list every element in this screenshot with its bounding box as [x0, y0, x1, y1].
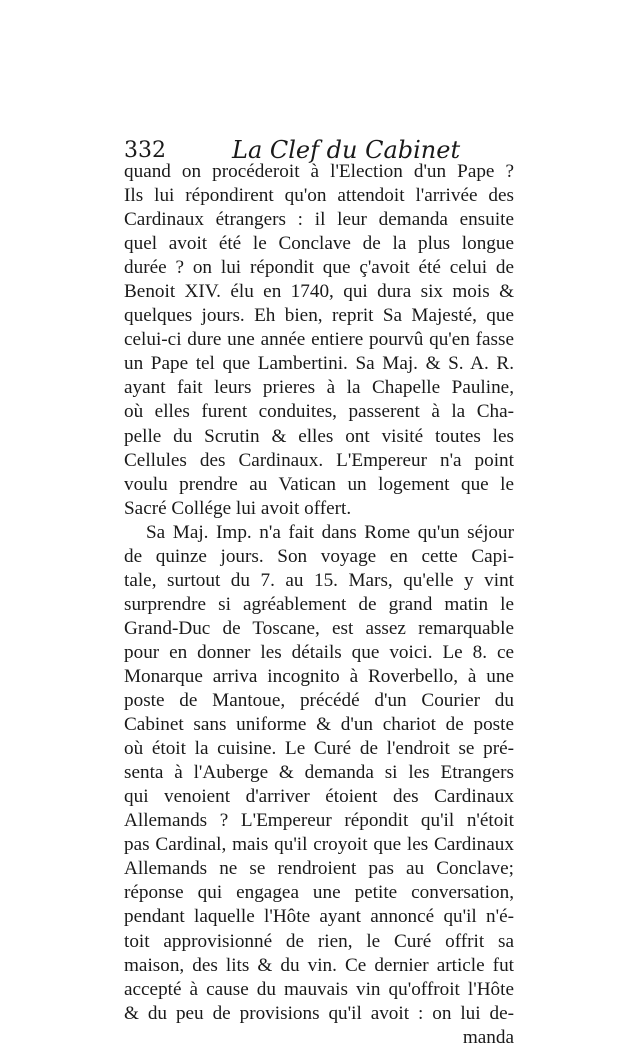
text-line: réponse qui engagea une petite conversation,	[124, 882, 514, 904]
body-text	[124, 160, 514, 1050]
text-line: quand on procéderoit à l'Election d'un Pape ?	[124, 161, 514, 182]
text-line: & du peu de provisions qu'il avoit : on lui de-	[124, 1002, 514, 1024]
text-line: un Pape tel que Lambertini. Sa Maj. & S. A. R.	[124, 353, 514, 375]
text-line: Ils lui répondirent qu'on attendoit l'arrivée des	[124, 185, 514, 207]
text-line: Cabinet sans uniforme & d'un chariot de poste	[124, 714, 514, 736]
text-line: pas Cardinal, mais qu'il croyoit que les Cardinaux	[124, 834, 514, 856]
text-line: accepté à cause du mauvais vin qu'offroit l'Hôte	[124, 978, 514, 1000]
text-line: durée ? on lui répondit que ç'avoit été celui de	[124, 257, 514, 279]
text-line: quel avoit été le Conclave de la plus longue	[124, 233, 514, 255]
text-line: surprendre si agréablement de grand matin le	[124, 593, 514, 615]
text-line: celui-ci dure une année entiere pourvû qu'en fasse	[124, 329, 514, 351]
text-line: poste de Mantoue, précédé d'un Courier du	[124, 690, 514, 712]
text-line: où étoit la cuisine. Le Curé de l'endroit se pré-	[124, 738, 514, 760]
text-line: pendant laquelle l'Hôte ayant annoncé qu'il n'é-	[124, 906, 514, 928]
text-line: tale, surtout du 7. au 15. Mars, qu'elle y vint	[124, 569, 514, 591]
text-line: Monarque arriva incognito à Roverbello, à une	[124, 665, 514, 687]
text-line: qui venoient d'arriver étoient des Cardinaux	[124, 786, 514, 808]
text-line: pour en donner les détails que voici. Le 8. ce	[124, 641, 514, 663]
running-title: La Clef du Cabinet	[232, 136, 461, 164]
page-number: 332	[124, 138, 166, 163]
text-line: Benoit XIV. élu en 1740, qui dura six mois &	[124, 281, 514, 303]
text-line: maison, des lits & du vin. Ce dernier article fut	[124, 954, 514, 976]
text-line: senta à l'Auberge & demanda si les Etrangers	[124, 762, 514, 784]
text-line: de quinze jours. Son voyage en cette Capi-	[124, 545, 514, 567]
text-line: pelle du Scrutin & elles ont visité toutes les	[124, 425, 514, 447]
text-line: voulu prendre au Vatican un logement que le	[124, 473, 514, 495]
text-line: Grand-Duc de Toscane, est assez remarquable	[124, 617, 514, 639]
text-line: quelques jours. Eh bien, reprit Sa Majesté, que	[124, 305, 514, 327]
text-line: Cellules des Cardinaux. L'Empereur n'a point	[124, 449, 514, 471]
text-line: où elles furent conduites, passerent à la Cha-	[124, 401, 514, 423]
text-line: ayant fait leurs prieres à la Chapelle Pauline,	[124, 377, 514, 399]
text-line: Sacré Collége lui avoit offert.	[124, 497, 352, 519]
text-line: Allemands ne se rendroient pas au Conclave;	[124, 858, 514, 880]
text-line: toit approvisionné de rien, le Curé offrit sa	[124, 930, 514, 952]
text-line: Allemands ? L'Empereur répondit qu'il n'étoit	[124, 810, 514, 832]
text-line: Cardinaux étrangers : il leur demanda ensuite	[124, 209, 514, 231]
text-line: Sa Maj. Imp. n'a fait dans Rome qu'un séjour	[146, 521, 514, 543]
catchword: manda	[462, 1026, 514, 1048]
